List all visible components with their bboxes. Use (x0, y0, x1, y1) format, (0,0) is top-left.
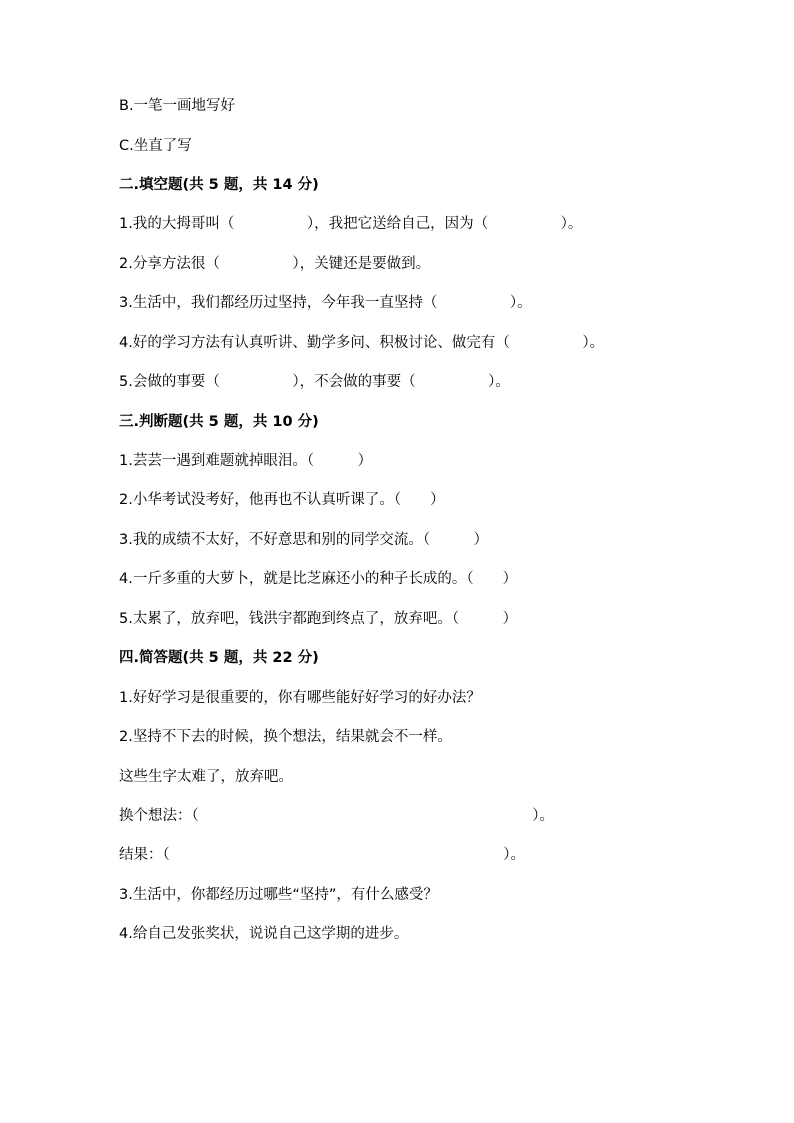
fill-in-question-5: 5.会做的事要（ ），不会做的事要（ ）。 (119, 374, 510, 390)
fill-in-question-3: 3.生活中，我们都经历过坚持，今年我一直坚持（ ）。 (119, 295, 532, 311)
true-false-question-2: 2.小华考试没考好，他再也不认真听课了。（ ） (119, 492, 445, 508)
true-false-question-5: 5.太累了，放弃吧，钱洪宇都跑到终点了，放弃吧。（ ） (119, 611, 518, 627)
true-false-question-3: 3.我的成绩不太好，不好意思和别的同学交流。（ ） (119, 532, 489, 548)
short-answer-question-2: 2.坚持不下去的时候，换个想法，结果就会不一样。 (119, 729, 452, 745)
section-heading-short-answer: 四.简答题(共 5 题，共 22 分) (119, 650, 319, 666)
short-answer-question-4: 4.给自己发张奖状，说说自己这学期的进步。 (119, 926, 409, 942)
true-false-question-1: 1.芸芸一遇到难题就掉眼泪。（ ） (119, 453, 373, 469)
section-heading-true-false: 三.判断题(共 5 题，共 10 分) (119, 414, 319, 430)
short-answer-question-1: 1.好好学习是很重要的，你有哪些能好好学习的好办法？ (119, 690, 481, 706)
short-answer-question-3: 3.生活中，你都经历过哪些“坚持”，有什么感受？ (119, 887, 438, 903)
short-answer-result: 结果：（ ）。 (119, 847, 525, 863)
true-false-question-4: 4.一斤多重的大萝卜，就是比芝麻还小的种子长成的。（ ） (119, 571, 518, 587)
fill-in-question-1: 1.我的大拇哥叫（ ），我把它送给自己，因为（ ）。 (119, 216, 583, 232)
option-b: B.一笔一画地写好 (119, 98, 236, 114)
short-answer-alternative-thought: 换个想法：（ ）。 (119, 808, 554, 824)
fill-in-question-2: 2.分享方法很（ ），关键还是要做到。 (119, 256, 431, 272)
option-c: C.坐直了写 (119, 138, 192, 154)
section-heading-fill-in: 二.填空题(共 5 题，共 14 分) (119, 177, 319, 193)
fill-in-question-4: 4.好的学习方法有认真听讲、勤学多问、积极讨论、做完有（ ）。 (119, 335, 605, 351)
short-answer-prompt: 这些生字太难了，放弃吧。 (119, 769, 293, 785)
